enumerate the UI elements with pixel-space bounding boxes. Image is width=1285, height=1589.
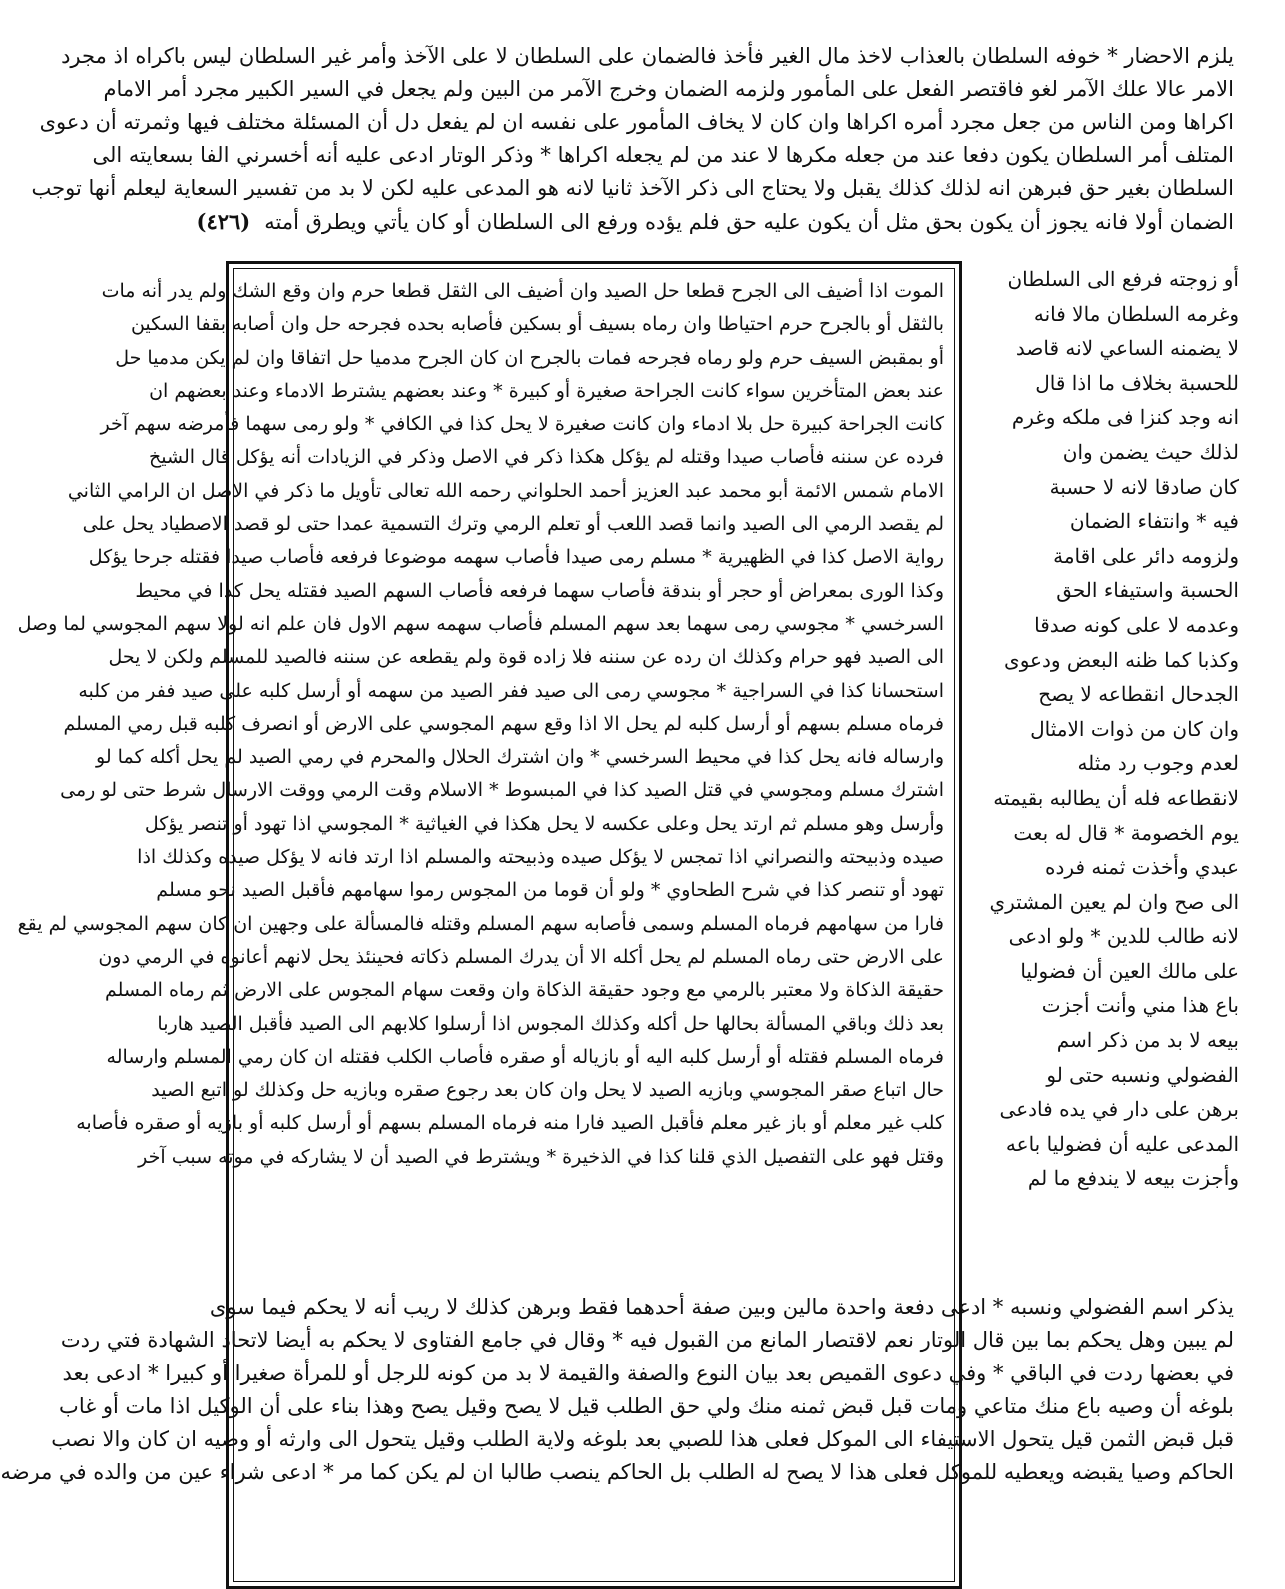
bottom-line: الحاكم وصيا يقبضه ويعطيه للموكل فعلى هذا لا يصح له الطلب بل الحاكم ينصب طالبا ان لم يكن كما مر * ادعى شراء عين من والده في مرضه	[0, 1460, 1234, 1484]
side-line: الحسبة واستيفاء الحق	[1056, 578, 1239, 603]
top-line: يلزم الاحضار * خوفه السلطان بالعذاب لاخذ مال الغير فأخذ فالضمان على السلطان لا على الآخذ وأمر غير السلطان ليس باكراه اذ مجرد	[61, 44, 1234, 68]
main-line: صيده وذبيحته والنصراني اذا تمجس لا يؤكل صيده وذبيحته والمسلم اذا ارتد فانه لا يؤكل صيده وكذلك اذا	[137, 846, 944, 869]
main-line: حال اتباع صقر المجوسي وبازيه الصيد لا يحل وان كان بعد رجوع صقره وبازيه حل وكذلك لو اتبع الصيد	[151, 1079, 944, 1102]
side-line: لعدم وجوب رد مثله	[1077, 751, 1239, 776]
main-line: الموت اذا أضيف الى الجرح قطعا حل الصيد وان أضيف الى الثقل قطعا حرم وان وقع الشك ولم يدر أنه مات	[101, 280, 944, 302]
main-line: بعد ذلك وباقي المسألة بحالها حل أكله وكذلك المجوس اذا أرسلوا كلابهم الى الصيد فأقبل الصيد هاربا	[157, 1012, 944, 1035]
bottom-line: قبل قبض الثمن قيل يتحول الاستيفاء الى الموكل فعلى هذا للصبي بعد بلوغه ولاية الطلب وقيل يتحول الى وارثه أو وصيه ان كان والا نصب	[51, 1427, 1234, 1451]
main-line: كانت الجراحة كبيرة حل بلا ادماء وان كانت صغيرة لا يحل كذا في الكافي * ولو رمى سهما فأمرضه سهم آخر	[100, 413, 944, 436]
side-line: فيه * وانتفاء الضمان	[1069, 509, 1239, 534]
main-line: بالثقل أو بالجرح حرم احتياطا وان رماه بسيف أو بسكين فأصابه بحده فجرحه حل وان أصابه بقفا السكين	[130, 313, 944, 336]
main-line: عند بعض المتأخرين سواء كانت الجراحة صغيرة أو كبيرة * وعند بعضهم يشترط الادماء وعند بعضهم ان	[149, 379, 944, 402]
main-line: وارساله فانه يحل كذا في محيط السرخسي * وان اشترك الحلال والمحرم في رمي الصيد لم يحل أكله كما لو	[96, 746, 944, 769]
side-line: على مالك العين أن فضوليا	[1020, 958, 1239, 983]
page-number: (٤٢٦)	[196, 209, 251, 234]
side-line: لذلك حيث يضمن وان	[1062, 439, 1239, 464]
main-line: السرخسي * مجوسي رمى سهما بعد سهم المسلم فأصاب سهمه سهم الاول فان علم انه لولا سهم المجوسي لما وصل	[17, 612, 944, 635]
bottom-line: في بعضها ردت في الباقي * وفي دعوى القميص بعد بيان النوع والصفة والقيمة لا بد من كونه للرجل أو للمرأة صغيرا أو كبيرا * ادعى بعد	[62, 1361, 1234, 1385]
bottom-line: لم يبين وهل يحكم بما بين قال الوتار نعم لاقتصار المانع من القبول فيه * وقال في جامع الفتاوى لا يحكم به أيضا لاتحاد الشهادة فتي ردت	[60, 1328, 1234, 1352]
side-line: وان كان من ذوات الامثال	[1030, 716, 1239, 741]
margin-commentary-block	[969, 262, 1239, 1196]
main-line: رواية الاصل كذا في الظهيرية * مسلم رمى صيدا فأصاب سهمه موضوعا فرفعه فأصاب صيدا فقتله جرحا يؤكل	[88, 546, 944, 569]
bottom-commentary-block	[0, 1291, 1234, 1489]
main-line: وكذا الورى بمعراض أو حجر أو بندقة فأصاب سهما فرفعه فأصاب السهم الصيد فقتله يحل كذا في محيط	[135, 579, 944, 602]
side-line: ولزومه دائر على اقامة	[1053, 543, 1239, 568]
main-line: وأرسل وهو مسلم ثم ارتد يحل وعلى عكسه لا يحل هكذا في الغياثية * المجوسي اذا تهود أو تنصر يؤكل	[144, 812, 944, 835]
main-line: لم يقصد الرمي الى الصيد وانما قصد اللعب أو تعلم الرمي وترك التسمية عمدا حتى لو قصد الاصطياد يحل على	[82, 513, 944, 536]
main-line: على الارض حتى رماه المسلم لم يحل أكله الا أن يدرك المسلم ذكاته فحينئذ يحل لانهم أعانوه في الرمي دون	[98, 945, 944, 968]
side-line: وغرمه السلطان مالا فانه	[1033, 301, 1239, 326]
bottom-line: يذكر اسم الفضولي ونسبه * ادعى دفعة واحدة مالين وبين صفة أحدهما فقط وبرهن كذلك لا ريب أنه لا يحكم فيما سوى	[209, 1295, 1234, 1319]
main-line: الى الصيد فهو حرام وكذلك ان رده عن سننه فلا زاده قوة ولم يقطعه عن سننه فالصيد للمسلم ولكن لا يحل	[108, 646, 944, 669]
top-line: السلطان بغير حق فبرهن انه لذلك كذلك يقبل ولا يحتاج الى ذكر الآخذ ثانيا لانه هو المدعى عليه لكن لا بد من تفسير السعاية ليعلم أنها توجب	[31, 176, 1234, 200]
side-line: الفضولي ونسبه حتى لو	[1046, 1062, 1239, 1087]
top-line: الامر عالا علك الآمر لغو فاقتصر الفعل على المأمور ولزمه الضمان وخرج الآمر من البين ولم يجعل في السير الكبير مجرد أمر الامام	[103, 77, 1234, 101]
side-line: عبدي وأخذت ثمنه فرده	[1045, 855, 1239, 880]
side-line: وأجزت بيعه لا يندفع ما لم	[1027, 1166, 1239, 1191]
top-line: الضمان أولا فانه يجوز أن يكون بحق مثل أن يكون عليه حق فلم يؤده ورفع الى السلطان أو كان يأتي ويطرق أمته	[264, 210, 1234, 234]
main-line: فرماه مسلم بسهم أو أرسل كلبه لم يحل الا اذا وقع سهم المجوسي على الارض أو انصرف كلبه قبل رمي المسلم	[63, 712, 944, 735]
side-line: وكذبا كما ظنه البعض ودعوى	[1004, 647, 1239, 672]
top-line: المتلف أمر السلطان يكون دفعا عند من جعله مكرها لا عند من لم يجعله اكراها * وذكر الوتار ادعى عليه أنه أخسرني الفا بسعايته الى	[92, 143, 1234, 167]
side-line: أو زوجته فرفع الى السلطان	[1007, 267, 1239, 291]
main-line: تهود أو تنصر كذا في شرح الطحاوي * ولو أن قوما من المجوس رموا سهامهم فأقبل الصيد نحو مسلم	[156, 879, 944, 902]
side-line: يوم الخصومة * قال له بعت	[1013, 820, 1239, 845]
side-line: المدعى عليه أن فضوليا باعه	[1005, 1131, 1239, 1156]
bottom-line: بلوغه أن وصيه باع منك متاعي ومات قبل قبض ثمنه منك ولي حق الطلب قيل لا يصح وقيل يصح وهذا بناء على أن الوكيل اذا مات أو غاب	[59, 1394, 1234, 1418]
main-line: الامام شمس الائمة أبو محمد عبد العزيز أحمد الحلواني رحمه الله تعالى تأويل ما ذكر في الاصل ان الرامي الثاني	[67, 479, 944, 502]
side-line: الجدحال انقطاعه لا يصح	[1038, 682, 1239, 707]
main-line: استحسانا كذا في السراجية * مجوسي رمى الى صيد ففر الصيد من سهمه أو أرسل كلبه على صيد ففر من كلبه	[78, 679, 944, 702]
main-line: أو بمقبض السيف حرم ولو رماه فجرحه فمات بالجرح ان كان الجرح مدميا حل اتفاقا وان لم يكن مدميا حل	[115, 346, 944, 369]
side-line: وعدمه لا على كونه صدقا	[1034, 612, 1239, 637]
side-line: الى صح وان لم يعين المشتري	[989, 889, 1239, 914]
top-line-with-page-number	[196, 205, 1234, 239]
top-commentary-block	[31, 40, 1234, 239]
side-line: بيعه لا بد من ذكر اسم	[1056, 1028, 1239, 1053]
side-line: للحسبة بخلاف ما اذا قال	[1035, 370, 1239, 395]
main-line: فرده عن سننه فأصاب صيدا وقتله لم يؤكل هكذا ذكر في الاصل وذكر في الزيادات أنه يؤكل قال الشيخ	[149, 446, 944, 469]
main-line: حقيقة الذكاة ولا معتبر بالرمي مع وجود حقيقة الذكاة وان وقعت سهام المجوس على الارض ثم رماه المسلم	[105, 979, 944, 1002]
top-line: اكراها ومن الناس من جعل مجرد أمره اكراها وان كان لا يخاف المأمور على نفسه ان لم يفعل دل أن المسئلة مختلف فيها وثمرته أن دعوى	[39, 110, 1234, 134]
side-line: لانه طالب للدين * ولو ادعى	[1008, 924, 1239, 949]
side-line: انه وجد كنزا فى ملكه وغرم	[1011, 405, 1239, 430]
side-line: باع هذا مني وأنت أجزت	[1041, 993, 1239, 1018]
side-line: كان صادقا لانه لا حسبة	[1049, 474, 1239, 499]
side-line: لانقطاعه فله أن يطالبه بقيمته	[993, 785, 1239, 810]
main-line: فرماه المسلم فقتله أو أرسل كلبه اليه أو بازياله أو صقره فأصاب الكلب فقتله ان كان رمي المسلم وارساله	[106, 1045, 944, 1068]
main-line: اشترك مسلم ومجوسي في قتل الصيد كذا في المبسوط * الاسلام وقت الرمي ووقت الارسال شرط حتى لو رمى	[60, 779, 944, 802]
side-line: لا يضمنه الساعي لانه قاصد	[1015, 336, 1239, 361]
side-line: برهن على دار في يده فادعى	[999, 1097, 1239, 1122]
main-line: وقتل فهو على التفصيل الذي قلنا كذا في الذخيرة * ويشترط في الصيد أن لا يشاركه في موته سبب آخر	[138, 1145, 944, 1168]
main-line: فارا من سهامهم فرماه المسلم وسمى فأصابه سهم المسلم وقتله فالمسألة على وجهين ان كان سهم المجوسي لم يقع	[17, 912, 944, 935]
main-line: كلب غير معلم أو باز غير معلم فأقبل الصيد فارا منه فرماه المسلم بسهم أو أرسل كلبه أو بازيه أو صقره فأصابه	[76, 1112, 944, 1135]
